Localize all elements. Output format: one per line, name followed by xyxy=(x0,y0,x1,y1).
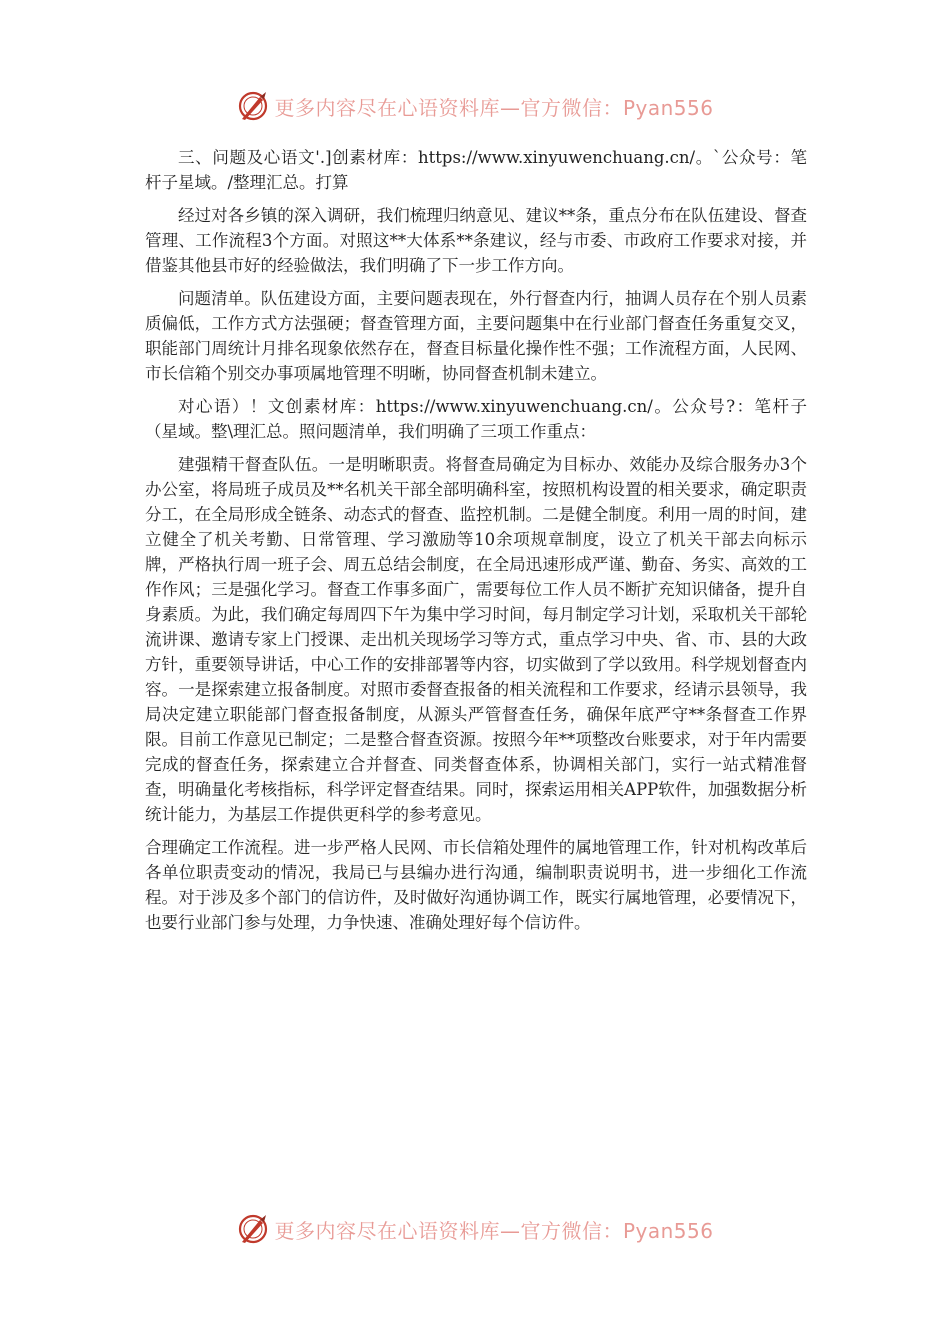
paragraph-heading: 三、问题及心语文'.]创素材库：https://www.xinyuwenchuang.cn/。`公众号：笔杆子星域。/整理汇总。打算 xyxy=(145,148,807,192)
paragraph-key-points: 对心语）！文创素材库：https://www.xinyuwenchuang.cn/。公众号?：笔杆子（星域。整\理汇总。照问题清单，我们明确了三项工作重点： xyxy=(145,397,807,441)
document-body xyxy=(145,145,807,943)
banner-text: 更多内容尽在心语资料库—官方微信：Pyan556 xyxy=(274,1218,714,1243)
header-banner xyxy=(0,86,950,126)
paragraph-intro: 经过对各乡镇的深入调研，我们梳理归纳意见、建议**条，重点分布在队伍建设、督查管理、工作流程3个方面。对照这**大体系**条建议，经与市委、市政府工作要求对接，并借鉴其他县市好的经验做法，我们明确了下一步工作方向。 xyxy=(145,206,807,275)
paragraph-problem-list: 问题清单。队伍建设方面，主要问题表现在，外行督查内行，抽调人员存在个别人员素质偏低，工作方式方法强硬；督查管理方面，主要问题集中在行业部门督查任务重复交叉，职能部门周统计月排名现象依然存在，督查目标量化操作性不强；工作流程方面，人民网、市长信箱个别交办事项属地管理不明晰，协同督查机制未建立。 xyxy=(145,289,807,383)
banner-text: 更多内容尽在心语资料库—官方微信：Pyan556 xyxy=(274,95,714,120)
quill-logo-icon xyxy=(236,89,270,123)
quill-logo-icon xyxy=(236,1212,270,1246)
footer-banner xyxy=(0,1209,950,1249)
paragraph-team-building: 建强精干督查队伍。一是明晰职责。将督查局确定为目标办、效能办及综合服务办3个办公室，将局班子成员及**名机关干部全部明确科室，按照机构设置的相关要求，确定职责分工，在全局形成全链条、动态式的督查、监控机制。二是健全制度。利用一周的时间，建立健全了机关考勤、日常管理、学习激励等10余项规章制度，设立了机关干部去向标示牌，严格执行周一班子会、周五总结会制度，在全局迅速形成严谨、勤奋、务实、高效的工作作风；三是强化学习。督查工作事多面广，需要每位工作人员不断扩充知识储备，提升自身素质。为此，我们确定每周四下午为集中学习时间，每月制定学习计划，采取机关干部轮流讲课、邀请专家上门授课、走出机关现场学习等方式，重点学习中央、省、市、县的大政方针，重要领导讲话，中心工作的安排部署等内容，切实做到了学以致用。科学规划督查内容。一是探索建立报备制度。对照市委督查报备的相关流程和工作要求，经请示县领导，我局决定建立职能部门督查报备制度，从源头严管督查任务，确保年底严守**条督查工作界限。目前工作意见已制定；二是整合督查资源。按照今年**项整改台账要求，对于年内需要完成的督查任务，探索建立合并督查、同类督查体系，协调相关部门，实行一站式精准督查，明确量化考核指标，科学评定督查结果。同时，探索运用相关APP软件，加强数据分析统计能力，为基层工作提供更科学的参考意见。 xyxy=(145,455,807,824)
paragraph-workflow: 合理确定工作流程。进一步严格人民网、市长信箱处理件的属地管理工作，针对机构改革后各单位职责变动的情况，我局已与县编办进行沟通，编制职责说明书，进一步细化工作流程。对于涉及多个部门的信访件，及时做好沟通协调工作，既实行属地管理，必要情况下，也要行业部门参与处理，力争快速、准确处理好每个信访件。 xyxy=(145,838,807,932)
